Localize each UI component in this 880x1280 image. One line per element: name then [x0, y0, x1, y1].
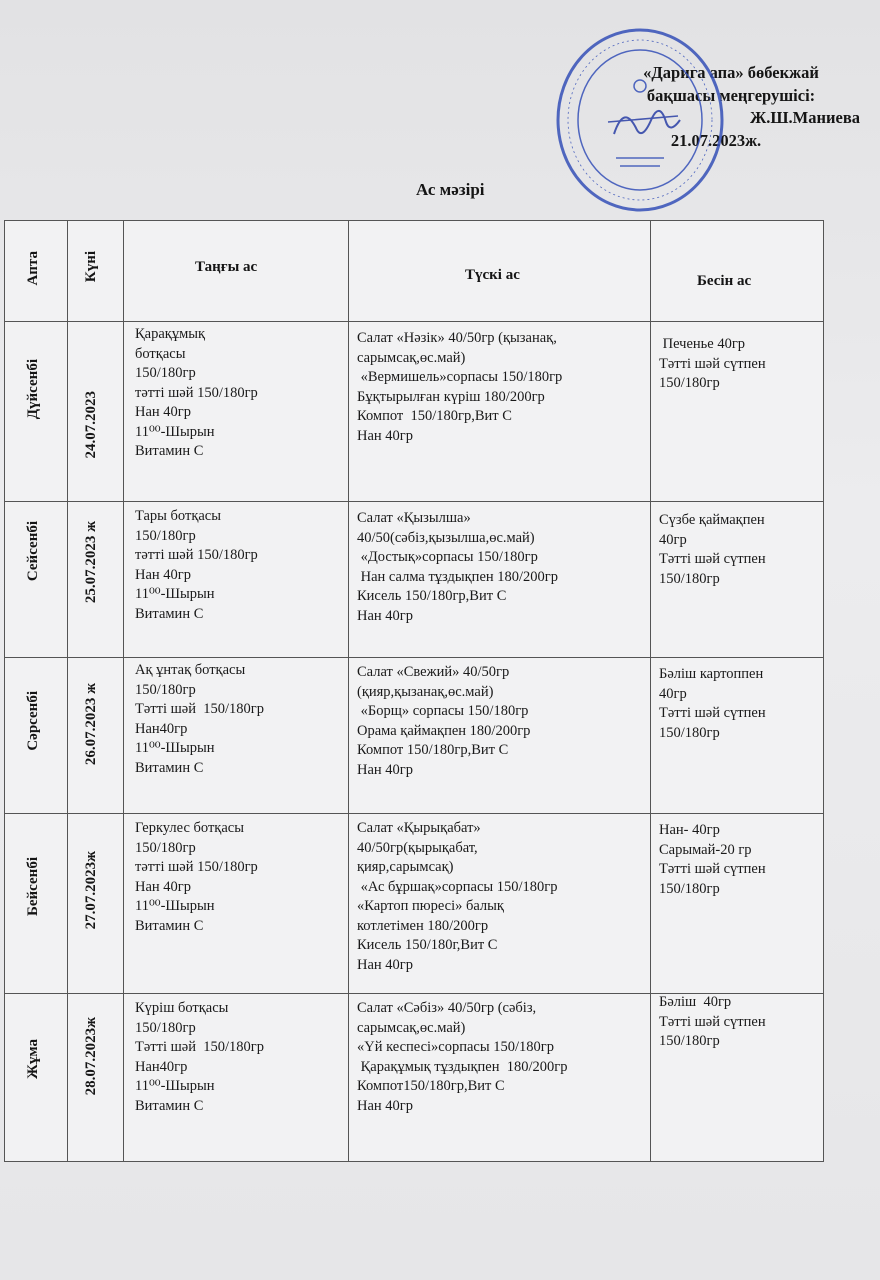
row-snack: Печенье 40гр Тәтті шәй сүтпен 150/180гр: [659, 336, 766, 391]
row-snack: Бәліш 40гр Тәтті шәй сүтпен 150/180гр: [659, 994, 766, 1049]
row-date: 26.07.2023 ж: [83, 683, 99, 766]
row-date: 25.07.2023 ж: [83, 521, 99, 604]
approval-kindergarten: «Дарига апа» бөбекжай: [643, 63, 819, 82]
official-seal-stamp: [554, 26, 726, 214]
row-snack: Нан- 40гр Сарымай-20 гр Тәтті шәй сүтпен 150/180гр: [659, 822, 766, 897]
row-lunch: Салат «Нәзік» 40/50гр (қызанақ, сарымсақ,өс.май) «Вермишель»сорпасы 150/180гр Бұқтырылған күріш 180/200гр Компот 150/180гр,Вит С Нан 40гр: [357, 330, 563, 444]
row-breakfast: Қарақұмық ботқасы 150/180гр тәтті шәй 150/180гр Нан 40гр 11⁰⁰-Шырын Витамин С: [135, 326, 258, 459]
row-lunch: Салат «Қырықабат» 40/50гр(қырықабат, қияр,сарымсақ) «Ас бұршақ»сорпасы 150/180гр «Картоп пюресі» балық котлетімен 180/200гр Кисель 150/180г,Вит С Нан 40гр: [357, 820, 558, 973]
row-lunch: Салат «Свежий» 40/50гр (қияр,қызанақ,өс.май) «Борщ» сорпасы 150/180гр Орама қаймақпен 180/200гр Компот 150/180гр,Вит С Нан 40гр: [357, 664, 531, 778]
header-breakfast: Таңғы ас: [195, 259, 258, 275]
row-weekday: Бейсенбі: [25, 857, 41, 917]
row-lunch: Салат «Сәбіз» 40/50гр (сәбіз, сарымсақ,өс.май) «Үй кеспесі»сорпасы 150/180гр Қарақұмық тұздықпен 180/200гр Компот150/180гр,Вит С Нан 40гр: [357, 1000, 568, 1114]
row-breakfast: Тары ботқасы 150/180гр тәтті шәй 150/180гр Нан 40гр 11⁰⁰-Шырын Витамин С: [135, 508, 258, 622]
row-weekday: Сәрсенбі: [25, 691, 41, 751]
row-date: 24.07.2023: [83, 391, 99, 459]
header-week: Апта: [25, 251, 41, 286]
row-breakfast: Күріш ботқасы 150/180гр Тәтті шәй 150/180гр Нан40гр 11⁰⁰-Шырын Витамин С: [135, 1000, 264, 1114]
row-date: 27.07.2023ж: [83, 851, 99, 930]
row-date: 28.07.2023ж: [83, 1017, 99, 1096]
row-weekday: Жұма: [25, 1039, 41, 1079]
row-snack: Сүзбе қаймақпен 40гр Тәтті шәй сүтпен 150/180гр: [659, 512, 766, 587]
row-breakfast: Геркулес ботқасы 150/180гр тәтті шәй 150/180гр Нан 40гр 11⁰⁰-Шырын Витамин С: [135, 820, 258, 934]
header-lunch: Түскі ас: [465, 267, 520, 283]
row-breakfast: Ақ ұнтақ ботқасы 150/180гр Тәтті шәй 150/180гр Нан40гр 11⁰⁰-Шырын Витамин С: [135, 662, 264, 776]
approval-signatory: Ж.Ш.Маниева: [749, 108, 860, 127]
row-snack: Бәліш картоппен 40гр Тәтті шәй сүтпен 150/180гр: [659, 666, 766, 741]
header-day: Күні: [83, 251, 99, 283]
row-lunch: Салат «Қызылша» 40/50(сәбіз,қызылша,өс.май) «Достық»сорпасы 150/180гр Нан салма тұздықпен 180/200гр Кисель 150/180гр,Вит С Нан 40гр: [357, 510, 558, 624]
menu-table: [4, 220, 824, 1162]
page-title: Ас мәзірі: [416, 180, 485, 199]
approval-position: бақшасы меңгерушісі:: [646, 85, 816, 105]
header-snack: Бесін ас: [697, 273, 752, 289]
row-weekday: Сейсенбі: [25, 521, 41, 582]
row-weekday: Дүйсенбі: [25, 359, 41, 420]
approval-date: 21.07.2023ж.: [670, 130, 762, 150]
